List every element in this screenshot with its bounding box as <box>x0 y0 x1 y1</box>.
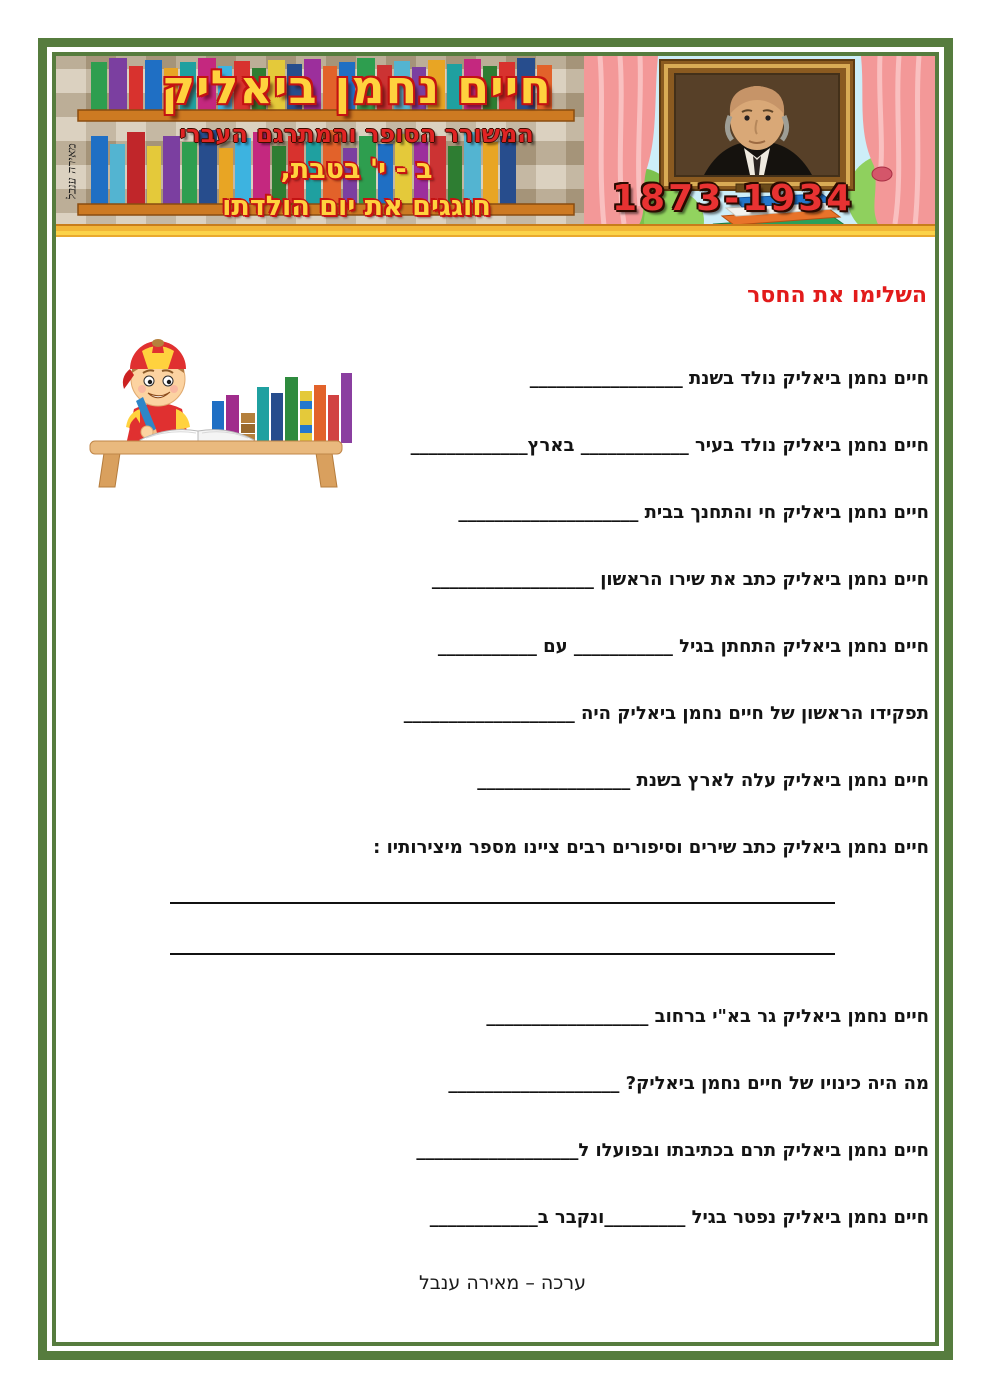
question-line: חיים נחמן ביאליק נולד בשנת _________________ <box>529 368 929 389</box>
answer-rule <box>170 953 835 955</box>
header-subtitle: המשורר הסופר והמתרגם העברי <box>179 120 534 148</box>
question-line: חיים נחמן ביאליק חי והתחנך בבית ____________________ <box>458 502 929 523</box>
question-list <box>76 366 929 1231</box>
question-line: חיים נחמן ביאליק כתב את שירו הראשון __________________ <box>431 569 929 590</box>
question-line: חיים נחמן ביאליק תרם בכתיבתו ובפועלו ל__________________ <box>416 1140 929 1161</box>
boy-writing-illustration <box>84 329 352 491</box>
question-line: תפקידו הראשון של חיים נחמן ביאליק היה ___________________ <box>403 703 929 724</box>
years-label: 1873-1934 <box>612 178 855 219</box>
worksheet-heading: השלימו את החסר <box>747 283 927 308</box>
creator-signature-vertical: מאירה ענבל <box>64 143 79 200</box>
question-line: חיים נחמן ביאליק נולד בעיר ____________ בארץ_____________ <box>410 435 929 456</box>
question-line: חיים נחמן ביאליק גר בא"י ברחוב __________________ <box>486 1006 929 1027</box>
worksheet-content <box>56 283 935 1294</box>
header-banner <box>56 56 935 237</box>
page-inner-frame <box>52 52 939 1346</box>
worksheet-page <box>38 38 953 1360</box>
question-line: חיים נחמן ביאליק כתב שירים וסיפורים רבים ציינו מספר מיצירותיו : <box>373 837 929 858</box>
credit-footer: ערכה – מאירה ענבל <box>419 1272 586 1294</box>
header-title: חיים נחמן ביאליק <box>161 60 552 114</box>
bialik-portrait <box>660 60 854 192</box>
question-line: חיים נחמן ביאליק עלה לארץ בשנת _________________ <box>477 770 929 791</box>
question-line: חיים נחמן ביאליק נפטר בגיל _________ונקבר ב____________ <box>429 1207 929 1228</box>
header-date-line: ב - י' בטבת, <box>280 154 433 185</box>
question-line: חיים נחמן ביאליק התחתן בגיל ___________ עם ___________ <box>437 636 929 657</box>
header-gold-bar <box>56 224 935 237</box>
answer-rule <box>170 902 835 904</box>
portrait-scene <box>584 56 935 237</box>
header-text-block <box>84 56 629 220</box>
question-line: מה היה כינויו של חיים נחמן ביאליק? ___________________ <box>448 1073 929 1094</box>
header-celebrate-line: חוגגים את יום הולדתו <box>222 191 491 222</box>
